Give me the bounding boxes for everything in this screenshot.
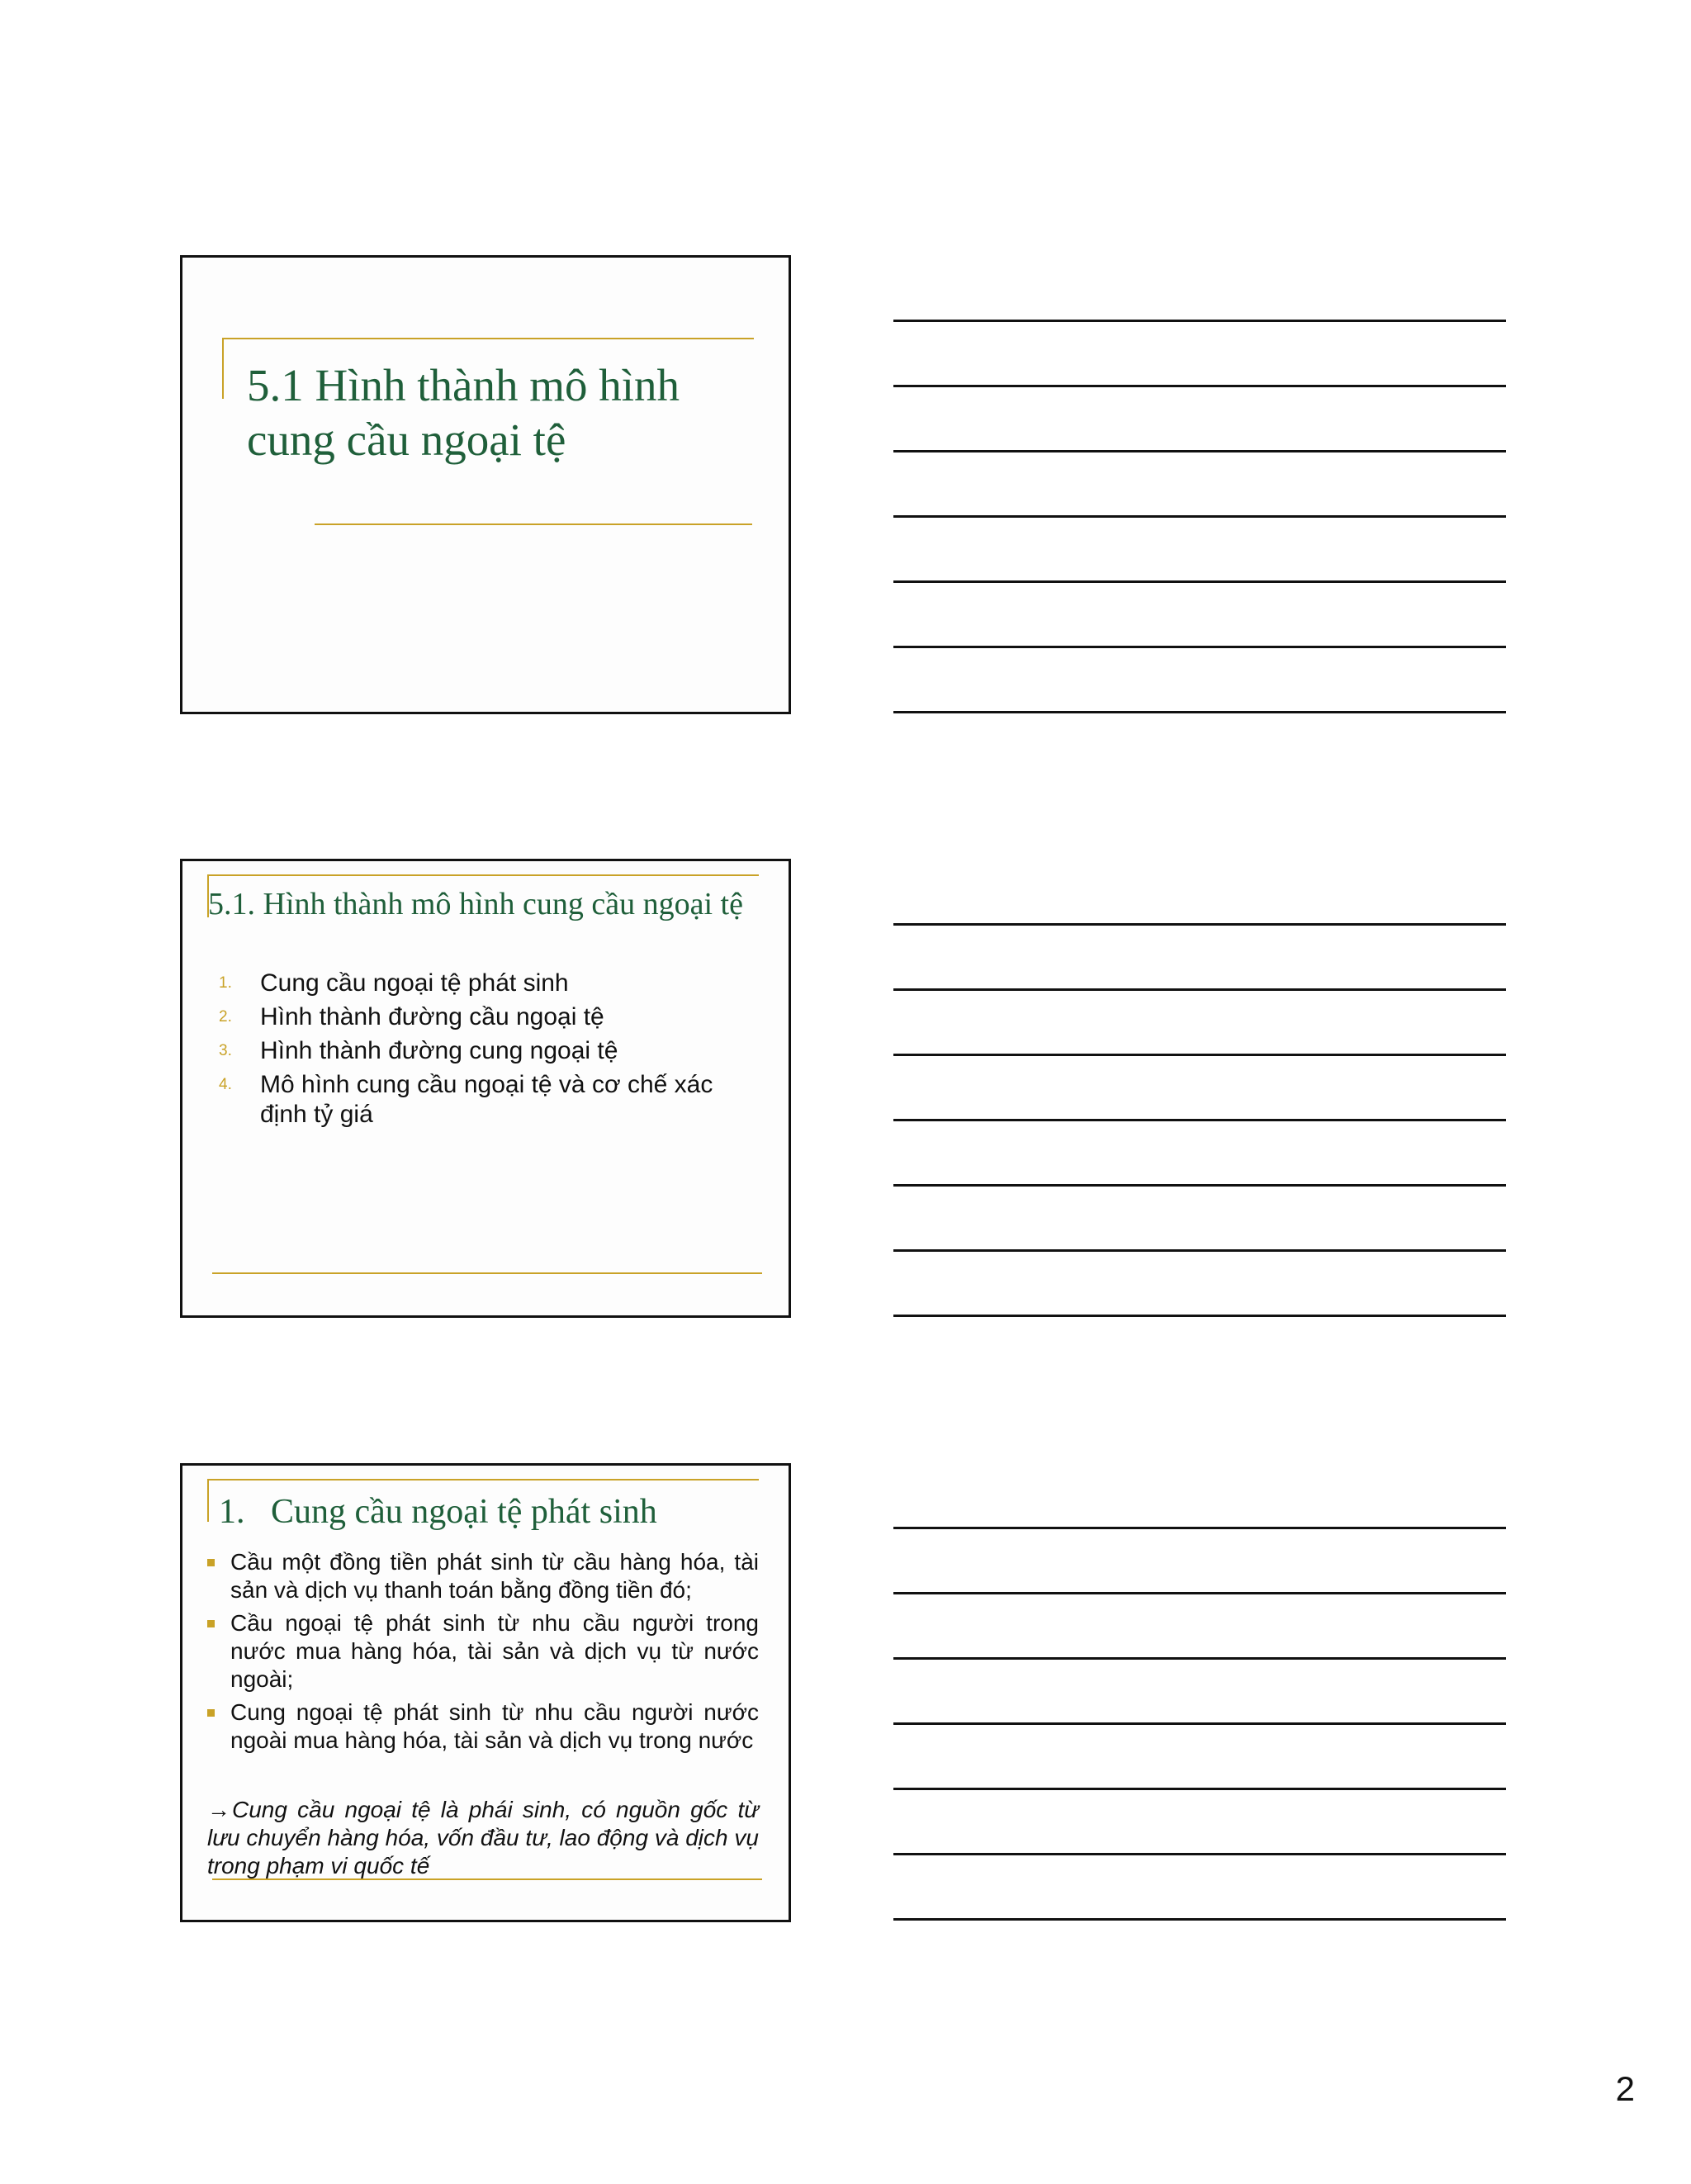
arrow-right-icon: → [207, 1797, 230, 1822]
notes-lines-3 [893, 1527, 1506, 1983]
note-line [893, 1918, 1506, 1921]
list-text: Hình thành đường cung ngoại tệ [260, 1037, 618, 1064]
slide-2-top-rule [207, 874, 759, 876]
note-line [893, 1119, 1506, 1121]
bullet-square-icon [207, 1709, 215, 1717]
slide-3-top-rule [207, 1479, 759, 1480]
slide-3 [180, 1463, 791, 1922]
slide-3-title: 1. Cung cầu ngoại tệ phát sinh [219, 1493, 657, 1531]
slide-2 [180, 859, 791, 1318]
slide-1-top-rule [222, 338, 754, 339]
list-item [219, 969, 747, 998]
note-line [893, 1722, 1506, 1725]
note-line [893, 1184, 1506, 1187]
list-text: Cung cầu ngoại tệ phát sinh [260, 969, 569, 997]
note-line [893, 711, 1506, 713]
bullet-text: Cung ngoại tệ phát sinh từ nhu cầu người nước ngoài mua hàng hóa, tài sản và dịch vụ trong nước [230, 1699, 759, 1753]
note-line [893, 988, 1506, 991]
slide-2-title: 5.1. Hình thành mô hình cung cầu ngoại tệ [208, 887, 743, 921]
note-line [893, 646, 1506, 648]
bullet-list [207, 1548, 759, 1760]
list-item [219, 1070, 747, 1130]
slide-1-bottom-rule [315, 523, 752, 525]
list-number: 1. [219, 974, 232, 992]
list-text: Hình thành đường cầu ngoại tệ [260, 1003, 604, 1030]
note-line [893, 1592, 1506, 1594]
note-line [893, 1853, 1506, 1855]
slide-3-left-rule [207, 1479, 209, 1522]
bullet-item [207, 1609, 759, 1694]
note-line [893, 1054, 1506, 1056]
list-text: Mô hình cung cầu ngoại tệ và cơ chế xác định tỷ giá [260, 1071, 713, 1128]
note-line [893, 515, 1506, 518]
slide-1-title: 5.1 Hình thành mô hình cung cầu ngoại tệ [247, 360, 680, 465]
bullet-text: Cầu ngoại tệ phát sinh từ nhu cầu người trong nước mua hàng hóa, tài sản và dịch vụ từ nước ngoài; [230, 1610, 759, 1692]
list-item [219, 1002, 747, 1032]
list-number: 4. [219, 1076, 232, 1093]
numbered-list [219, 969, 747, 1134]
notes-lines-2 [893, 923, 1506, 1380]
note-line [893, 320, 1506, 322]
note-line [893, 1527, 1506, 1529]
slide-3-bottom-rule [212, 1878, 762, 1880]
note-line [893, 923, 1506, 926]
conclusion-text: Cung cầu ngoại tệ là phái sinh, có nguồn gốc từ lưu chuyển hàng hóa, vốn đầu tư, lao động và dịch vụ trong phạm vi quốc tế [207, 1797, 759, 1878]
note-line [893, 385, 1506, 387]
note-line [893, 1657, 1506, 1660]
note-line [893, 580, 1506, 583]
bullet-item [207, 1698, 759, 1755]
page-number: 2 [1615, 2069, 1635, 2108]
notes-lines-1 [893, 320, 1506, 776]
slide-2-bottom-rule [212, 1272, 762, 1274]
list-number: 2. [219, 1008, 232, 1026]
slide-1 [180, 255, 791, 714]
note-line [893, 1249, 1506, 1252]
note-line [893, 1788, 1506, 1790]
bullet-text: Cầu một đồng tiền phát sinh từ cầu hàng hóa, tài sản và dịch vụ thanh toán bằng đồng tiền đó; [230, 1549, 759, 1603]
list-number: 3. [219, 1042, 232, 1059]
bullet-square-icon [207, 1620, 215, 1627]
bullet-item [207, 1548, 759, 1604]
slide-1-left-rule [222, 338, 224, 399]
bullet-square-icon [207, 1559, 215, 1566]
list-item [219, 1036, 747, 1066]
conclusion [207, 1796, 759, 1880]
note-line [893, 450, 1506, 452]
note-line [893, 1315, 1506, 1317]
